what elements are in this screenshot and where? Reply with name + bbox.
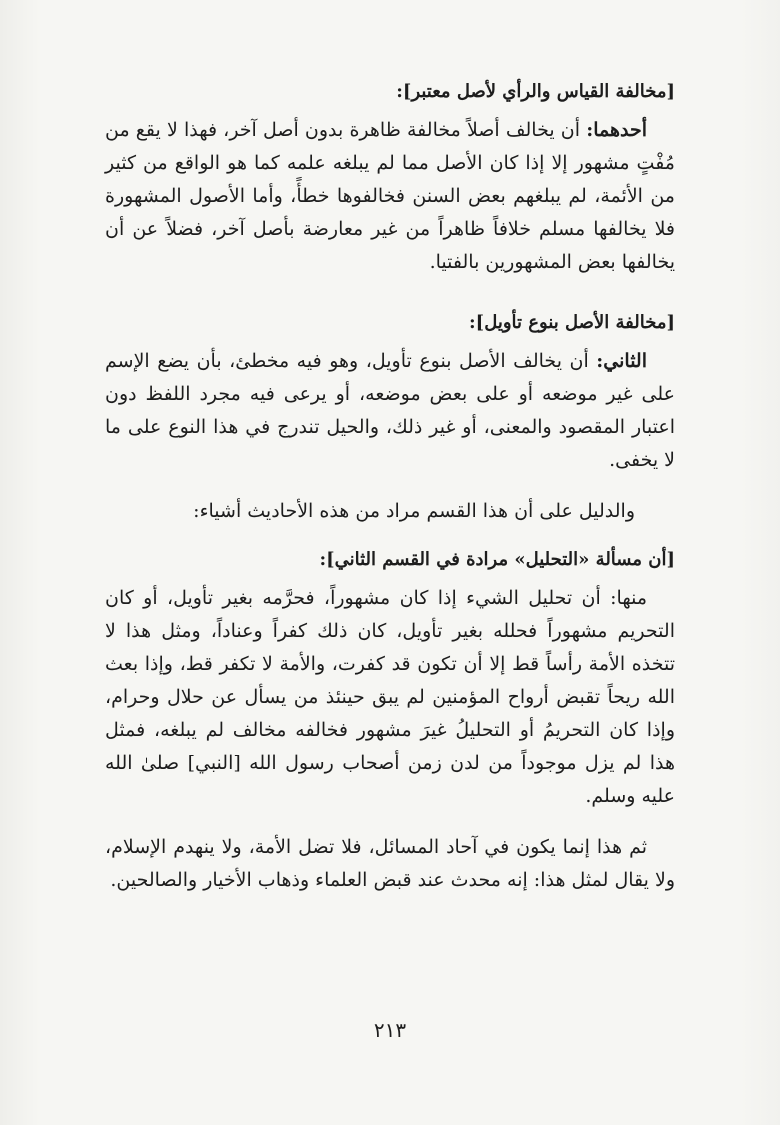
paragraph-conclusion: ثم هذا إنما يكون في آحاد المسائل، فلا تضل الأمة، ولا ينهدم الإسلام، ولا يقال لمثل هذا: إنه محدث عند قبض العلماء وذهاب الأخيار والصالحين. [105, 836, 675, 891]
paragraph-lead-second: الثاني: [596, 350, 647, 372]
paragraph-lead-first: أحدهما: [586, 119, 647, 141]
paragraph-evidence-intro: والدليل على أن هذا القسم مراد من هذه الأحاديث أشياء: [193, 500, 635, 522]
paragraph-second-kind [105, 345, 675, 477]
paragraph-first-kind [105, 114, 675, 279]
section-heading-tawil: [مخالفة الأصل بنوع تأويل]: [469, 312, 675, 333]
paragraph-body-second: أن يخالف الأصل بنوع تأويل، وهو فيه مخطئ، بأن يضع الإسم على غير موضعه أو على بعض موضعه، أو يرعى فيه مجرد اللفظ دون اعتبار المقصود والمعنى، أو غير ذلك، والحيل تندرج في هذا النوع على ما لا يخفى. [105, 350, 675, 471]
paragraph-body-first: أن يخالف أصلاً مخالفة ظاهرة بدون أصل آخر، فهذا لا يقع من مُفْتٍ مشهور إلا إذا كان الأصل مما لم يبلغه علمه كما هو الواقع من كثير من الأئمة، لم يبلغهم بعض السنن فخالفوها خطأً، وأما الأصول المشهورة فلا يخالفها مسلم خلافاً ظاهراً من غير معارضة بأصل آخر، فضلاً عن أن يخالفها بعض المشهورين بالفتيا. [105, 119, 675, 273]
paragraph-tahlil-evidence: منها: أن تحليل الشيء إذا كان مشهوراً، فحرَّمه بغير تأويل، أو كان التحريم مشهوراً فحلله بغير تأويل، كان ذلك كفراً وعناداً، ومثل هذا لا تتخذه الأمة رأساً قط إلا أن تكون قد كفرت، والأمة لا تكفر قط، وإذا بعث الله ريحاً تقبض أرواح المؤمنين لم يبق حينئذ من يسأل عن حلال وحرام، وإذا كان التحريمُ أو التحليلُ غيرَ مشهور فخالفه مخالف لم يبلغه، فمثل هذا لم يزل موجوداً من لدن زمن أصحاب رسول الله [النبي] صلىٰ الله عليه وسلم. [105, 587, 675, 807]
page-number: ٢١٣ [373, 1018, 407, 1042]
section-heading-qiyas: [مخالفة القياس والرأي لأصل معتبر]: [396, 81, 675, 102]
page-content [105, 78, 675, 897]
section-heading-tahlil: [أن مسألة «التحليل» مرادة في القسم الثاني]: [319, 549, 675, 570]
